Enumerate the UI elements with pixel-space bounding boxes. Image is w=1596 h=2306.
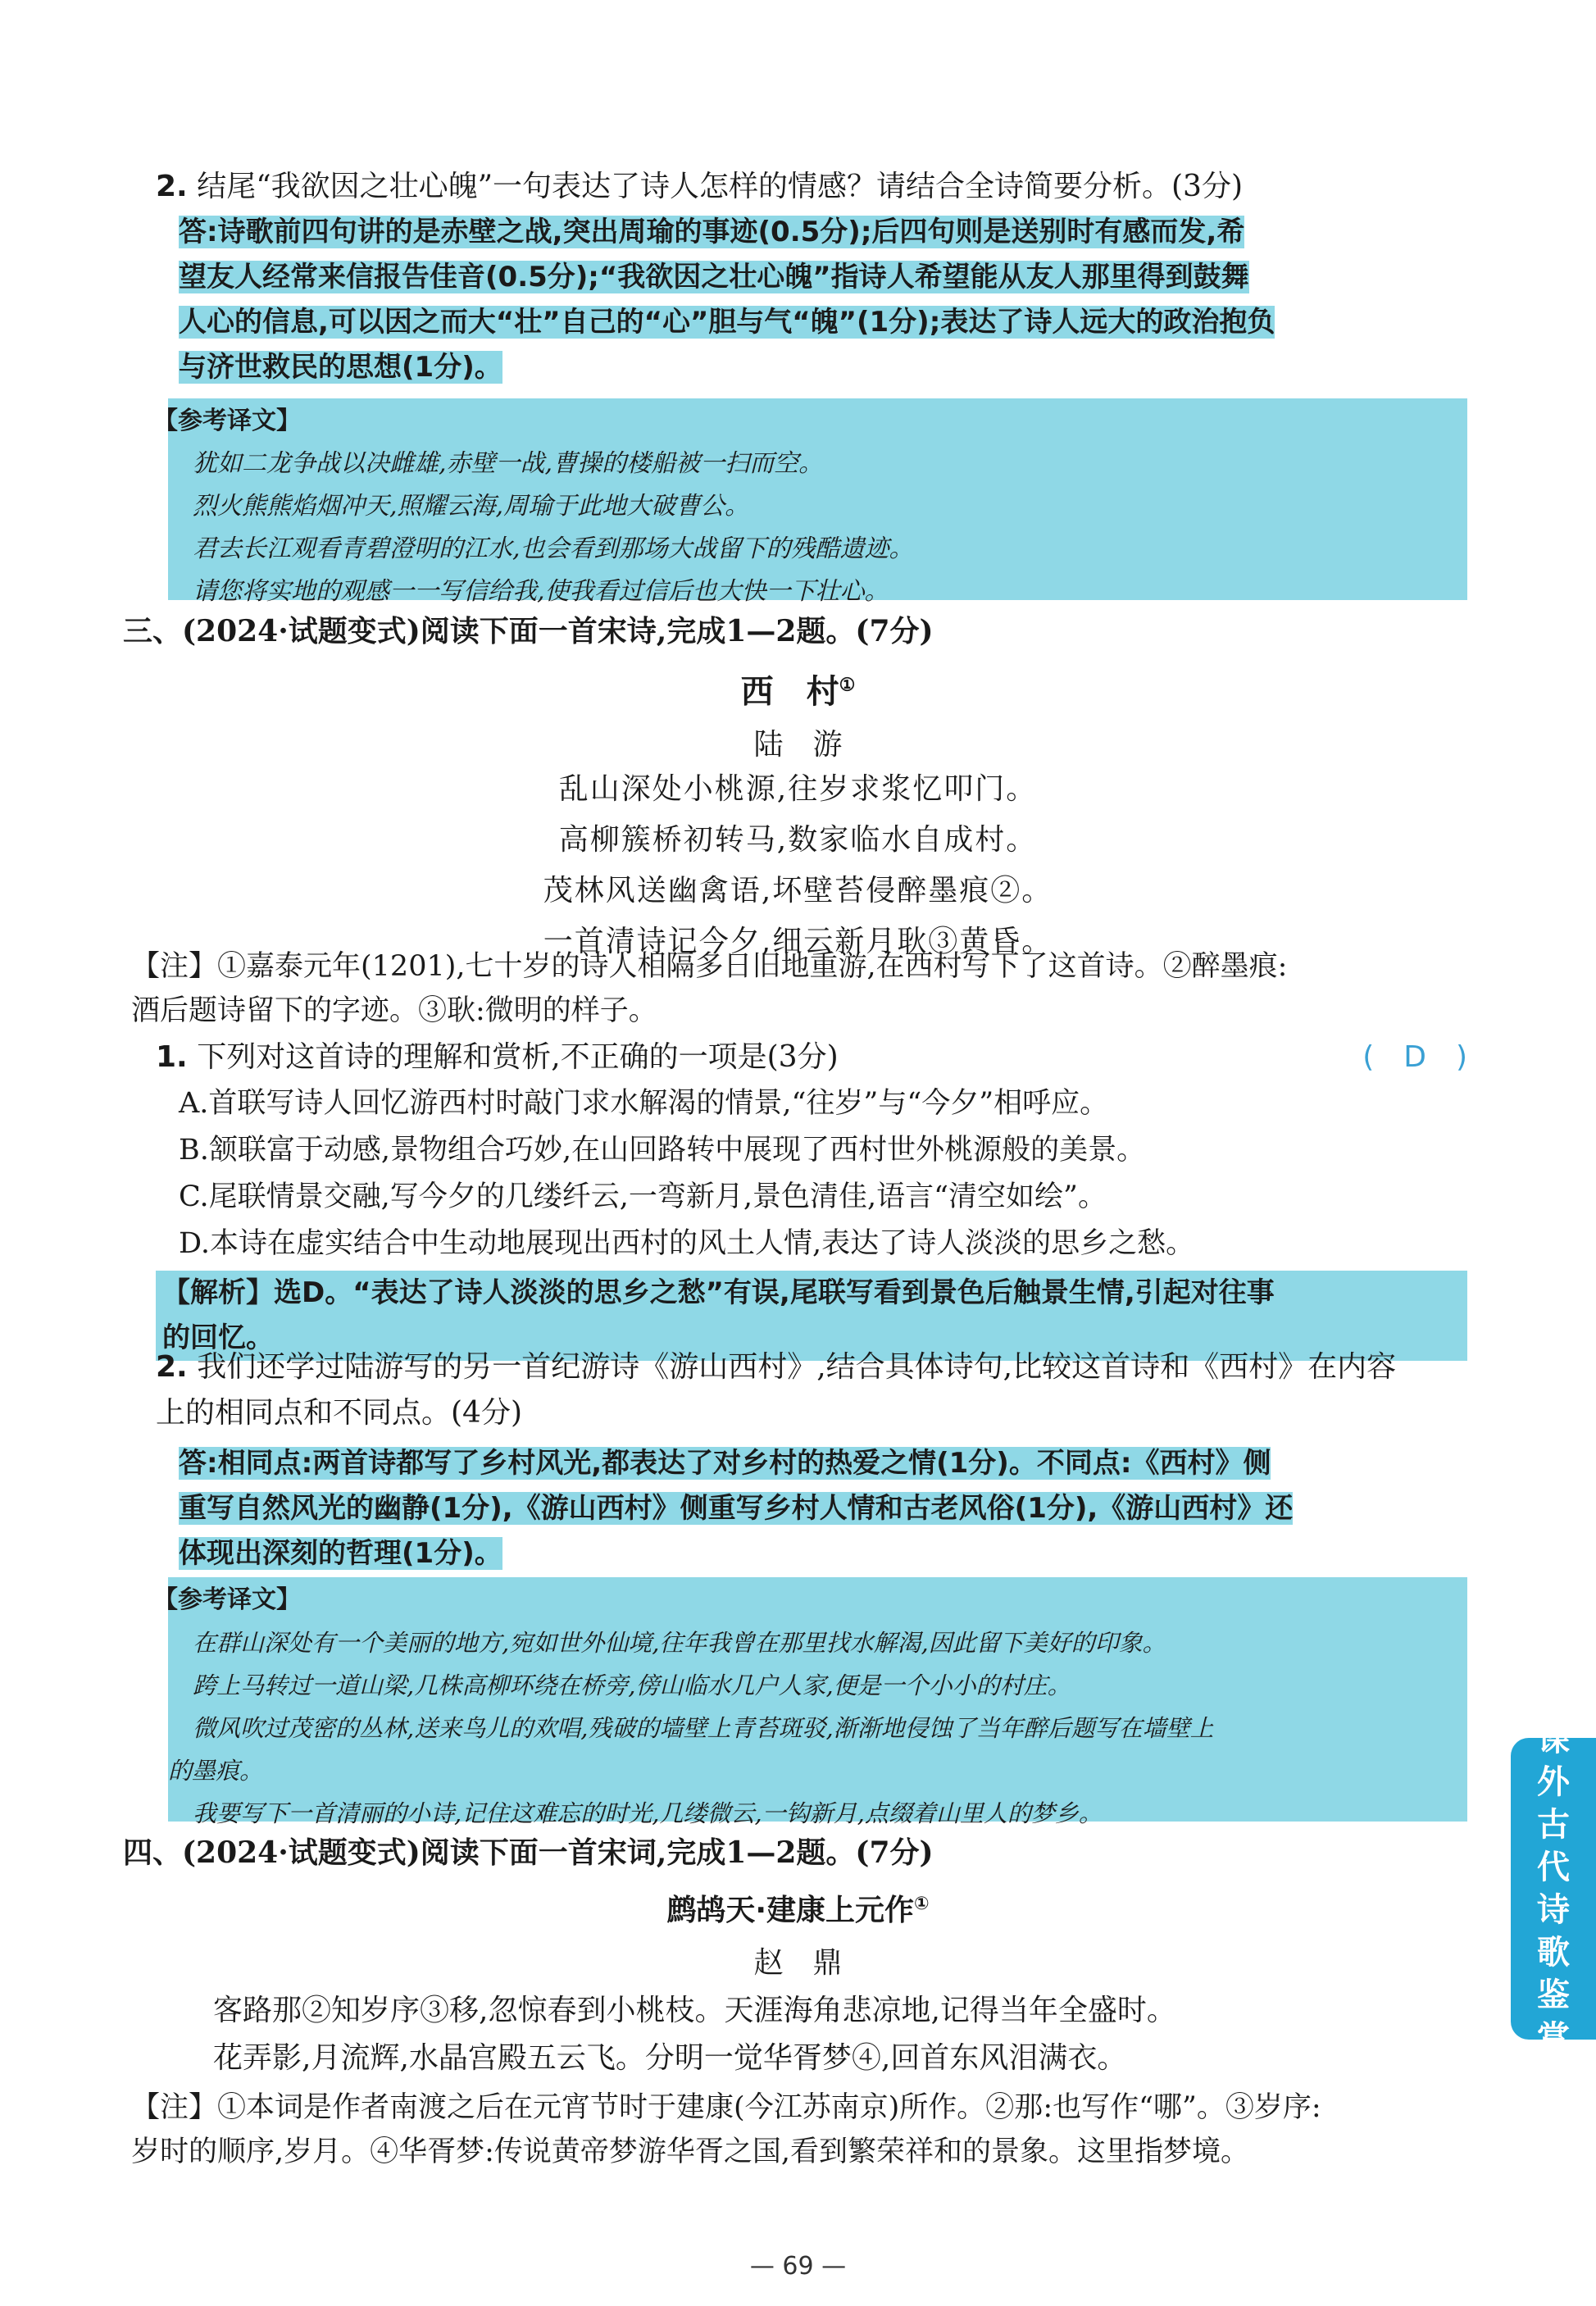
- poem-line: 高柳簇桥初转马,数家临水自成村。: [558, 823, 1038, 857]
- translation-line: 犹如二龙争战以决雌雄,赤壁一战,曹操的楼船被一扫而空。: [193, 449, 824, 478]
- translation-line: 跨上马转过一道山梁,几株高柳环绕在桥旁,傍山临水几户人家,便是一个小小的村庄。: [193, 1672, 1071, 1699]
- analysis-line: 【解析】选D。“表达了诗人淡淡的思乡之愁”有误,尾联写看到景色后触景生情,引起对往事: [162, 1276, 1275, 1309]
- poem-author: [0, 721, 1596, 763]
- option-c: C.尾联情景交融,写今夕的几缕纤云,一弯新月,景色清佳,语言“清空如绘”。: [179, 1180, 1107, 1213]
- page-number: — 69 —: [749, 2252, 847, 2281]
- ci-line: 客路那②知岁序③移,忽惊春到小桃枝。天涯海角悲凉地,记得当年全盛时。: [213, 1994, 1176, 2027]
- ci-body: [213, 1987, 1525, 2082]
- question-1: [156, 1035, 1467, 1361]
- ci-notes: [131, 2085, 1443, 2174]
- answer-line: 答:相同点:两首诗都写了乡村风光,都表达了对乡村的热爱之情(1分)。不同点:《西村》侧: [179, 1447, 1271, 1480]
- section-title: 四、(2024·试题变式)阅读下面一首宋词,完成1—2题。(7分): [123, 1835, 934, 1870]
- note-marker: ①: [914, 1894, 930, 1914]
- reference-translation-1: [153, 398, 1467, 606]
- translation-tag: 【参考译文】: [153, 1585, 301, 1614]
- answer-line: 望友人经常来信报告佳音(0.5分);“我欲因之壮心魄”指诗人希望能从友人那里得到鼓舞: [179, 261, 1249, 293]
- note-line: 【注】①本词是作者南渡之后在元宵节时于建康(今江苏南京)所作。②那:也写作“哪”。③岁序:: [131, 2091, 1321, 2124]
- translation-line: 君去长江观看青碧澄明的江水,也会看到那场大战留下的残酷遗迹。: [193, 534, 914, 563]
- poem-body: [0, 764, 1596, 967]
- poem-line: 乱山深处小桃源,往岁求浆忆叩门。: [558, 772, 1038, 806]
- option-a: A.首联写诗人回忆游西村时敲门求水解渴的情景,“往岁”与“今夕”相呼应。: [179, 1087, 1109, 1120]
- question-text: [156, 164, 1467, 210]
- translation-line: 的墨痕。: [168, 1757, 264, 1785]
- question-number: 2.: [156, 170, 188, 203]
- reference-translation-2: [153, 1577, 1467, 1827]
- question-stem: 我们还学过陆游写的另一首纪游诗《游山西村》,结合具体诗句,比较这首诗和《西村》在内容: [197, 1350, 1397, 1384]
- poem-line: 茂林风送幽禽语,坏壁苔侵醉墨痕②。: [543, 874, 1053, 907]
- question-text: [156, 1344, 1467, 1390]
- poem-title: 鹧鸪天·建康上元作: [666, 1894, 915, 1927]
- question-2-prev: [156, 164, 1467, 390]
- tab-char: 课: [1537, 1721, 1570, 1758]
- answer-line: 人心的信息,可以因之而大“壮”自己的“心”胆与气“魄”(1分);表达了诗人远大的政治抱负: [179, 306, 1275, 339]
- chapter-side-tab: [1511, 1721, 1596, 2057]
- tab-char: 古: [1537, 1806, 1570, 1844]
- answer-line: 答:诗歌前四句讲的是赤壁之战,突出周瑜的事迹(0.5分);后四句则是送别时有感而发,希: [179, 216, 1245, 248]
- translation-line: 烈火熊熊焰烟冲天,照耀云海,周瑜于此地大破曹公。: [193, 492, 750, 521]
- tab-char: 鉴: [1537, 1976, 1570, 2014]
- author-name: 陆 游: [753, 728, 843, 762]
- note-line: 【注】①嘉泰元年(1201),七十岁的诗人相隔多日旧地重游,在西村写下了这首诗。②醉墨痕:: [131, 950, 1288, 983]
- note-marker: ①: [839, 674, 856, 696]
- option-b: B.颔联富于动感,景物组合巧妙,在山回路转中展现了西村世外桃源般的美景。: [179, 1134, 1146, 1167]
- tab-char: 外: [1537, 1763, 1570, 1801]
- translation-line: 在群山深处有一个美丽的地方,宛如世外仙境,往年我曾在那里找水解渴,因此留下美好的印象。: [193, 1629, 1166, 1657]
- answer-line: 重写自然风光的幽静(1分),《游山西村》侧重写乡村人情和古老风俗(1分),《游山西村》还: [179, 1492, 1294, 1525]
- section-4-title: [123, 1830, 1435, 1872]
- poem-notes: [131, 944, 1443, 1033]
- poem-title-zhegutian: [0, 1887, 1596, 1929]
- question-stem-cont: 上的相同点和不同点。(4分): [156, 1396, 522, 1430]
- tab-char: 歌: [1537, 1934, 1570, 1972]
- translation-tag: 【参考译文】: [153, 407, 301, 435]
- answer-block: [179, 1441, 1467, 1576]
- section-title: 三、(2024·试题变式)阅读下面一首宋诗,完成1—2题。(7分): [123, 614, 934, 648]
- note-line: 岁时的顺序,岁月。④华胥梦:传说黄帝梦游华胥之国,看到繁荣祥和的景象。这里指梦境。: [131, 2135, 1250, 2168]
- answer-line: 与济世救民的思想(1分)。: [179, 351, 502, 384]
- translation-line: 我要写下一首清丽的小诗,记住这难忘的时光,几缕微云,一钩新月,点缀着山里人的梦乡。: [193, 1799, 1103, 1827]
- question-number: 1.: [156, 1040, 188, 1074]
- answer-choice: ( D ): [1362, 1040, 1467, 1074]
- poem-title: 西 村: [740, 672, 839, 711]
- question-number: 2.: [156, 1350, 188, 1384]
- tab-char: 赏: [1537, 2019, 1570, 2057]
- tab-char: 诗: [1537, 1891, 1570, 1929]
- section-3-title: [123, 608, 1435, 650]
- author-name: 赵 鼎: [753, 1946, 843, 1980]
- question-stem: 结尾“我欲因之壮心魄”一句表达了诗人怎样的情感？请结合全诗简要分析。(3分): [197, 170, 1243, 203]
- tab-char: 代: [1537, 1849, 1570, 1886]
- answer-line: 体现出深刻的哲理(1分)。: [179, 1537, 502, 1570]
- question-2: [156, 1344, 1467, 1576]
- ci-line: 花弄影,月流辉,水晶宫殿五云飞。分明一觉华胥梦④,回首东风泪满衣。: [213, 2041, 1127, 2075]
- option-d: D.本诗在虚实结合中生动地展现出西村的风土人情,表达了诗人淡淡的思乡之愁。: [179, 1227, 1195, 1260]
- poem-line: 一首清诗记今夕,细云新月耿③黄昏。: [543, 925, 1053, 958]
- translation-line: 微风吹过茂密的丛林,送来鸟儿的欢唱,残破的墙壁上青苔斑驳,渐渐地侵蚀了当年醉后题写在墙壁上: [193, 1714, 1214, 1742]
- note-line: 酒后题诗留下的字迹。③耿:微明的样子。: [131, 994, 657, 1027]
- poem-author: [0, 1940, 1596, 1981]
- answer-block: [179, 210, 1467, 390]
- question-text: [156, 1035, 1467, 1080]
- poem-title-xicun: [0, 666, 1596, 712]
- translation-line: 请您将实地的观感一一写信给我,使我看过信后也大快一下壮心。: [193, 577, 889, 606]
- analysis-line: 的回忆。: [162, 1321, 274, 1354]
- question-stem: 下列对这首诗的理解和赏析,不正确的一项是(3分): [197, 1040, 839, 1074]
